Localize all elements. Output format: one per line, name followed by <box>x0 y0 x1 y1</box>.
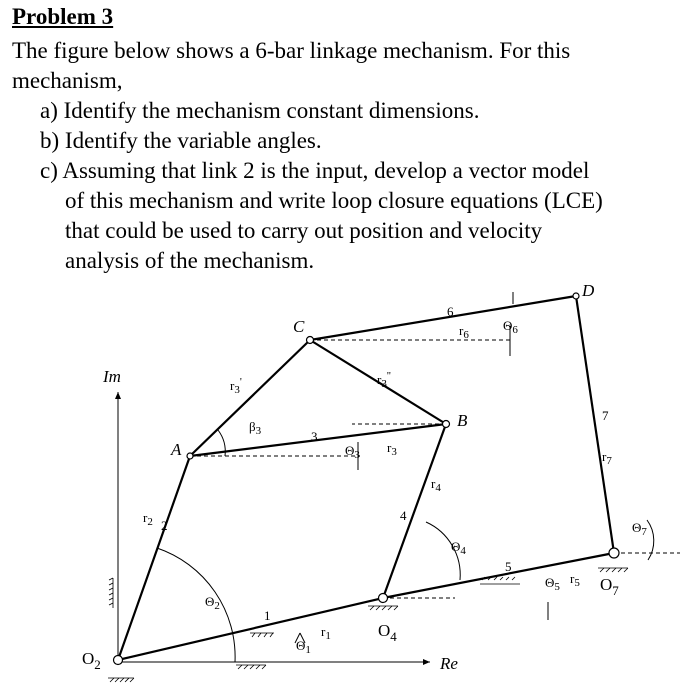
label-O2: $O_2$ <box>82 649 101 672</box>
link-5-number: 5 <box>505 559 512 574</box>
angle-theta-6: $\Theta_6$ <box>503 318 518 336</box>
label-B: B <box>457 411 468 430</box>
vector-r6: $r_6$ <box>459 323 469 341</box>
vector-r3-prime: $r_3'$ <box>230 376 242 396</box>
angle-theta-7: $\Theta_7$ <box>632 520 647 538</box>
part-b: b) Identify the variable angles. <box>40 128 322 153</box>
part-c-line-3: that could be used to carry out position and velocity <box>65 218 543 243</box>
link-7-number: 7 <box>602 408 609 423</box>
link-5 <box>383 553 614 598</box>
vector-r1: $r_1$ <box>321 624 331 642</box>
part-c-line-4: analysis of the mechanism. <box>65 248 315 273</box>
angle-theta-3: $\Theta_3$ <box>345 443 360 461</box>
link-4-number: 4 <box>400 508 407 523</box>
real-axis-label: Re <box>440 654 458 673</box>
link-3-number: 3 <box>311 429 318 444</box>
linkage-links <box>118 296 614 660</box>
label-O7: $O_7$ <box>600 575 619 598</box>
angle-theta-1: $\Theta_1$ <box>296 638 311 656</box>
label-O4: $O_4$ <box>378 621 397 644</box>
angle-theta-4: $\Theta_4$ <box>451 539 466 557</box>
vector-r7: $r_7$ <box>602 449 612 467</box>
imag-axis-label: Im <box>103 367 121 386</box>
vector-r3: $r_3$ <box>387 440 397 458</box>
vector-r3-double-prime: $r_3''$ <box>377 370 391 390</box>
vector-r2: $r_2$ <box>143 510 153 528</box>
linkage-figure <box>0 270 700 700</box>
problem-title: Problem 3 <box>12 4 114 29</box>
vector-r4: $r_4$ <box>431 476 441 494</box>
pins <box>114 293 620 665</box>
link-1 <box>118 598 383 660</box>
link-2-number: 2 <box>161 518 168 533</box>
link-3-AB <box>190 424 446 456</box>
intro-line-1: The figure below shows a 6-bar linkage mechanism. For this <box>12 38 571 63</box>
intro-line-2: mechanism, <box>12 68 123 93</box>
angle-theta-2: $\Theta_2$ <box>205 594 220 612</box>
link-1-number: 1 <box>264 608 271 623</box>
label-D: D <box>582 281 595 300</box>
link-3-AC <box>190 340 310 456</box>
angle-theta-5: $\Theta_5$ <box>545 575 560 593</box>
label-C: C <box>293 317 305 336</box>
link-6 <box>310 296 576 340</box>
label-A: A <box>171 440 182 459</box>
link-7 <box>576 296 614 553</box>
reference-lines <box>190 340 680 598</box>
vector-r5: $r_5$ <box>570 571 580 589</box>
angle-beta-3: $\beta_3$ <box>249 419 262 437</box>
angle-arcs <box>157 292 654 662</box>
part-a: a) Identify the mechanism constant dimensions. <box>40 98 480 123</box>
link-6-number: 6 <box>447 304 454 319</box>
part-c-line-1: c) Assuming that link 2 is the input, develop a vector model <box>40 158 590 183</box>
part-c-line-2: of this mechanism and write loop closure equations (LCE) <box>65 188 603 213</box>
